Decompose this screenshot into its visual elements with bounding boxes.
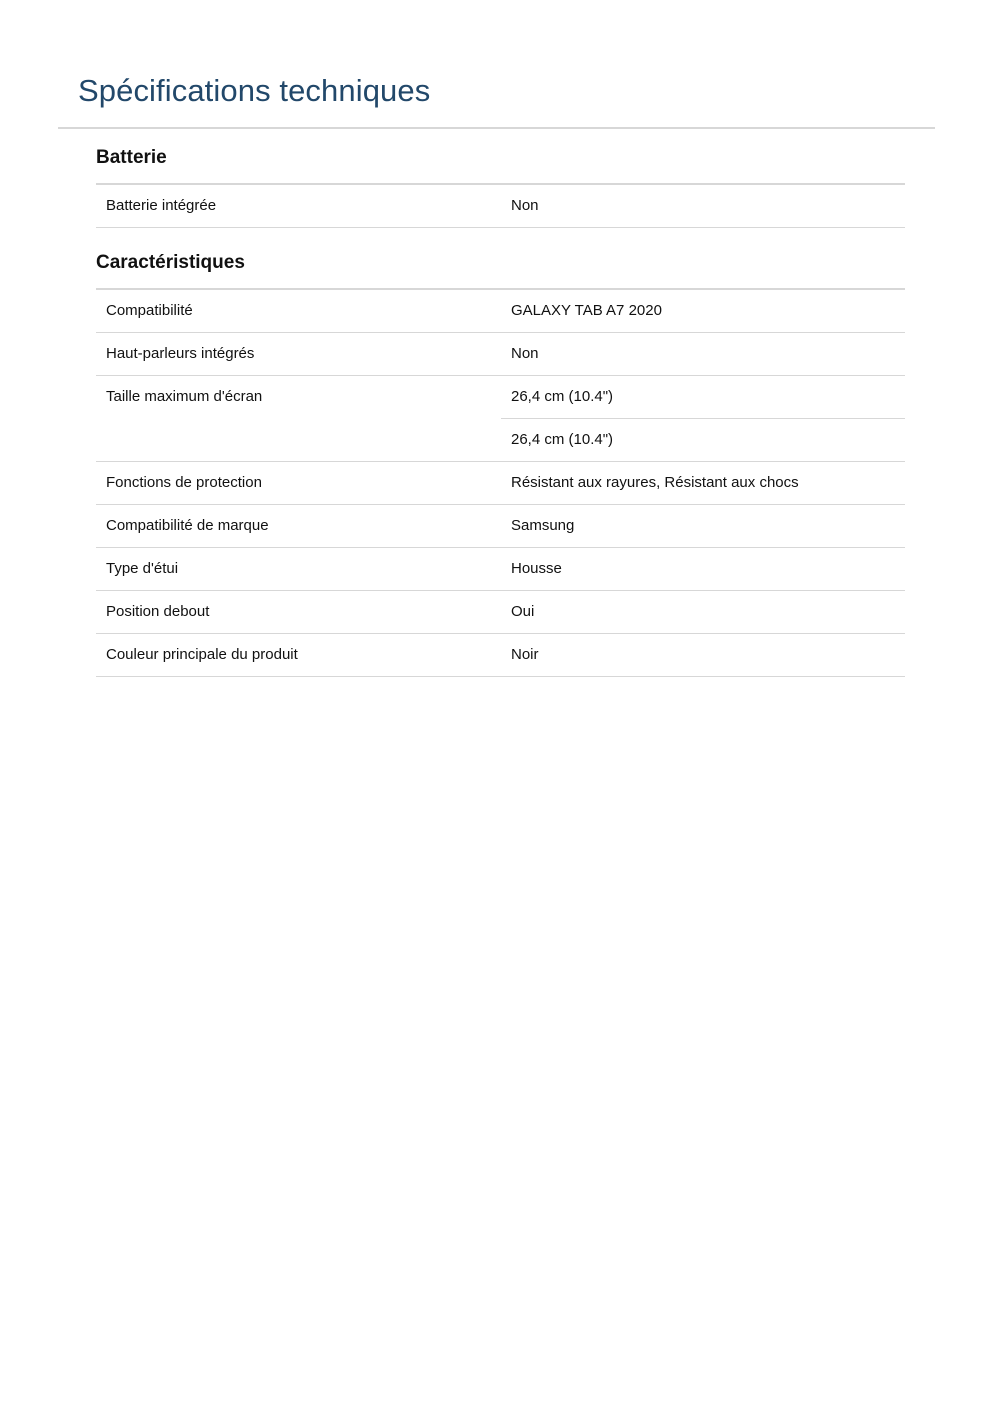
- spec-values: [501, 548, 905, 590]
- spec-label: Position debout: [106, 603, 210, 620]
- spec-label: Couleur principale du produit: [106, 646, 298, 663]
- spec-label: Fonctions de protection: [106, 474, 262, 491]
- spec-value: 26,4 cm (10.4"): [511, 388, 614, 405]
- spec-label: Compatibilité: [106, 302, 193, 319]
- spec-value: Résistant aux rayures, Résistant aux chocs: [511, 474, 799, 491]
- spec-value: Noir: [511, 646, 539, 663]
- spec-values: [501, 376, 905, 461]
- spec-row-type-etui: [96, 548, 905, 591]
- spec-row-compatibilite-marque: [96, 505, 905, 548]
- spec-row-compatibilite: [96, 290, 905, 333]
- spec-label: Taille maximum d'écran: [106, 388, 263, 405]
- spec-value: Non: [511, 345, 539, 362]
- section-caracteristiques: [96, 246, 905, 677]
- spec-row-taille-ecran: [96, 376, 905, 462]
- spec-values: [501, 505, 905, 547]
- spec-values: [501, 462, 905, 504]
- spec-label: Haut-parleurs intégrés: [106, 345, 255, 362]
- spec-row-batterie-integree: [96, 185, 905, 228]
- spec-label: Compatibilité de marque: [106, 517, 269, 534]
- spec-row-position-debout: [96, 591, 905, 634]
- section-title: Caractéristiques: [96, 246, 905, 290]
- spec-row-haut-parleurs: [96, 333, 905, 376]
- spec-value: Non: [511, 197, 539, 214]
- page-title: Spécifications techniques: [78, 73, 431, 108]
- section-batterie: [96, 141, 905, 228]
- section-title: Batterie: [96, 141, 905, 185]
- spec-values: [501, 333, 905, 375]
- spec-row-couleur-principale: [96, 634, 905, 677]
- spec-value: Oui: [511, 603, 535, 620]
- spec-values: [501, 634, 905, 676]
- spec-label: Type d'étui: [106, 560, 179, 577]
- spec-value: GALAXY TAB A7 2020: [511, 302, 662, 319]
- spec-row-fonctions-protection: [96, 462, 905, 505]
- title-divider: [58, 127, 935, 129]
- spec-values: [501, 185, 905, 227]
- spec-values: [501, 591, 905, 633]
- spec-value: Housse: [511, 560, 562, 577]
- spec-values: [501, 290, 905, 332]
- spec-label: Batterie intégrée: [106, 197, 217, 214]
- spec-value: Samsung: [511, 517, 575, 534]
- spec-value: 26,4 cm (10.4"): [501, 418, 905, 461]
